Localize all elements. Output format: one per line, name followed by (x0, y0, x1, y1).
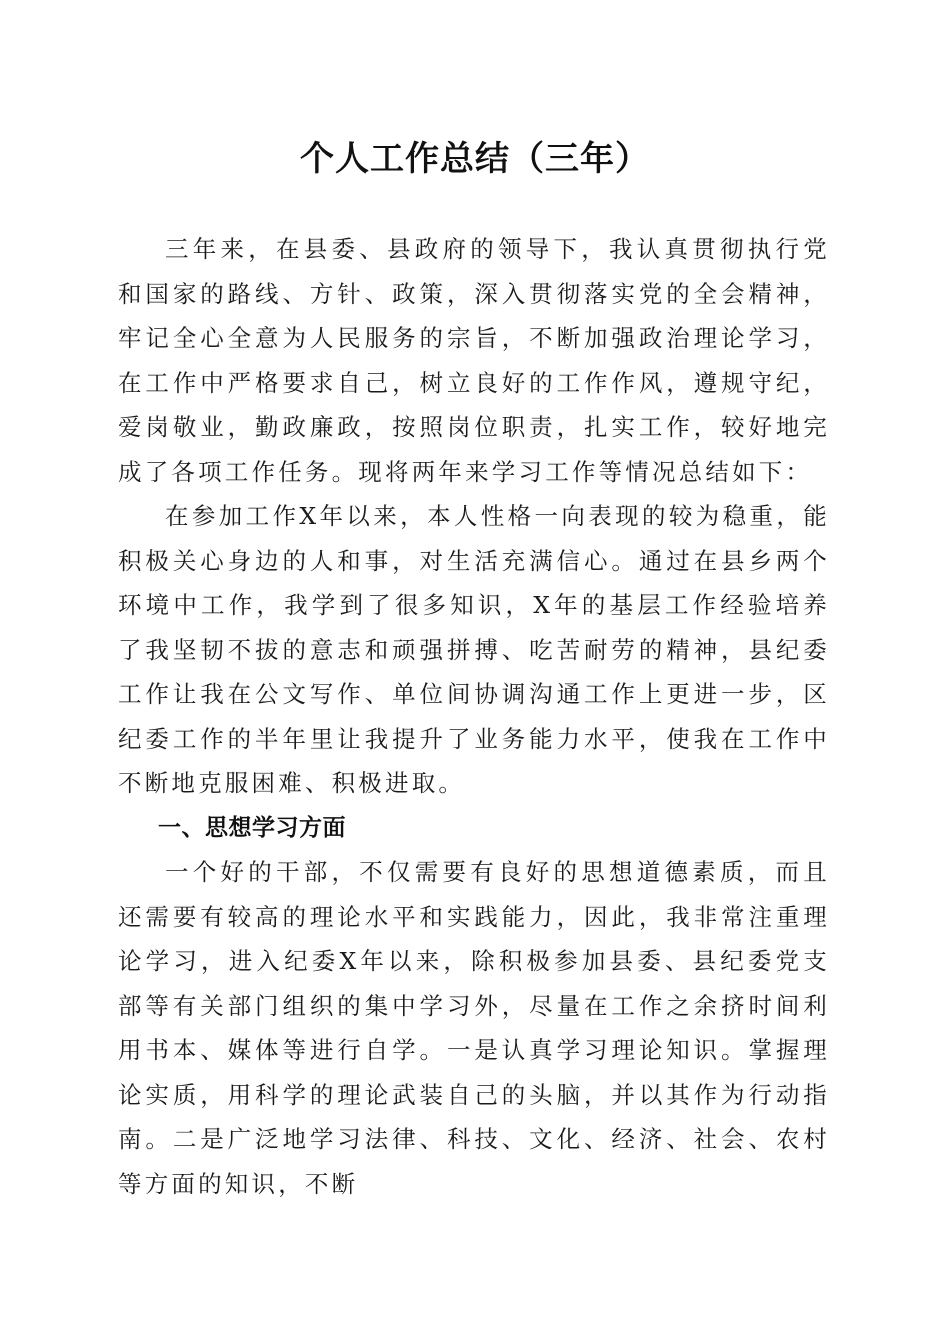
paragraph-intro: 三年来，在县委、县政府的领导下，我认真贯彻执行党和国家的路线、方针、政策，深入贯彻落实党的全会精神，牢记全心全意为人民服务的宗旨，不断加强政治理论学习，在工作中严格要求自己，树立良好的工作作风，遵规守纪，爱岗敬业，勤政廉政，按照岗位职责，扎实工作，较好地完成了各项工作任务。现将两年来学习工作等情况总结如下： (118, 235, 830, 486)
section-heading: 一、思想学习方面 (158, 814, 346, 841)
document-title: 个人工作总结（三年） (300, 139, 650, 179)
paragraph-experience: 在参加工作X年以来，本人性格一向表现的较为稳重，能积极关心身边的人和事，对生活充满信心。通过在县乡两个环境中工作，我学到了很多知识，X年的基层工作经验培养了我坚韧不拔的意志和顽强拼搏、吃苦耐劳的精神，县纪委工作让我在公文写作、单位间协调沟通工作上更进一步，区纪委工作的半年里让我提升了业务能力水平，使我在工作中不断地克服困难、积极进取。 (118, 502, 830, 797)
document-body (118, 227, 830, 1206)
paragraph-study: 一个好的干部，不仅需要有良好的思想道德素质，而且还需要有较高的理论水平和实践能力，因此，我非常注重理论学习，进入纪委X年以来，除积极参加县委、县纪委党支部等有关部门组织的集中学习外，尽量在工作之余挤时间利用书本、媒体等进行自学。一是认真学习理论知识。掌握理论实质，用科学的理论武装自己的头脑，并以其作为行动指南。二是广泛地学习法律、科技、文化、经济、社会、农村等方面的知识，不断 (118, 858, 830, 1198)
